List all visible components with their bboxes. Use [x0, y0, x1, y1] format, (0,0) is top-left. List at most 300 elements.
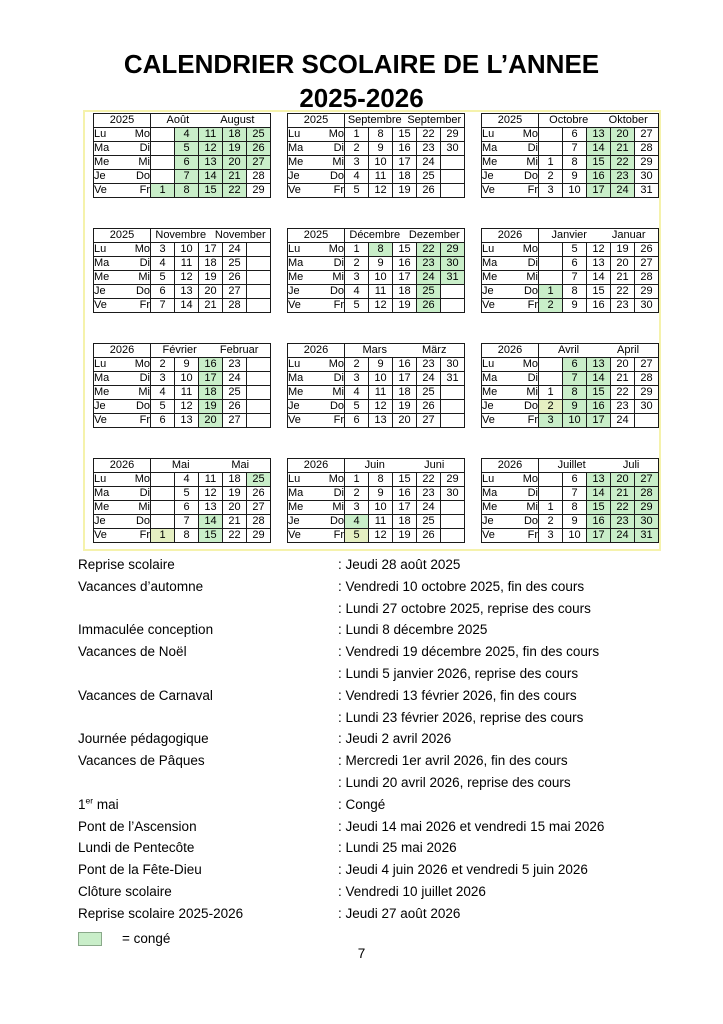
weekday-label: [288, 271, 345, 285]
month-name-fr: Novembre: [155, 229, 207, 241]
date-cell: 22: [223, 529, 247, 543]
date-cell: [441, 515, 465, 529]
weekday-fr: Ve: [482, 414, 495, 426]
holiday-label: Vacances d’automne: [78, 578, 204, 594]
calendar-year: 2026: [482, 229, 539, 243]
date-cell: 19: [393, 184, 417, 198]
date-cell: 15: [587, 156, 611, 170]
weekday-fr: Ma: [288, 372, 304, 384]
calendar-week-row: [94, 515, 271, 529]
calendar-week-row: [288, 358, 465, 372]
calendar-week-row: [94, 170, 271, 184]
weekday-fr: Je: [482, 170, 494, 182]
month-name-de: August: [220, 114, 255, 126]
weekday-label: [482, 386, 539, 400]
weekday-de: Di: [527, 487, 538, 499]
date-cell: 1: [539, 285, 563, 299]
date-cell: 19: [393, 529, 417, 543]
calendar-month-names: [345, 114, 465, 128]
weekday-fr: Ma: [482, 487, 498, 499]
date-cell: 22: [611, 156, 635, 170]
date-cell: 4: [345, 285, 369, 299]
weekday-label: [94, 271, 151, 285]
date-cell: 3: [539, 529, 563, 543]
date-cell: [247, 299, 271, 313]
weekday-de: Mo: [522, 243, 538, 255]
month-calendar: [287, 113, 465, 198]
weekday-fr: Je: [288, 170, 300, 182]
calendar-week-row: [94, 271, 271, 285]
weekday-label: [482, 501, 539, 515]
holiday-value: : Lundi 5 janvier 2026, reprise des cours: [338, 665, 579, 681]
date-cell: 15: [199, 184, 223, 198]
date-cell: 16: [587, 299, 611, 313]
date-cell: 4: [175, 128, 199, 142]
calendar-month-names: [151, 459, 271, 473]
date-cell: 7: [175, 170, 199, 184]
date-cell: 23: [611, 400, 635, 414]
date-cell: 29: [247, 184, 271, 198]
holiday-row: [78, 665, 688, 687]
date-cell: 18: [393, 285, 417, 299]
month-name-de: Juli: [622, 459, 640, 471]
holiday-row: [78, 839, 688, 861]
date-cell: 9: [563, 515, 587, 529]
calendar-week-row: [94, 257, 271, 271]
date-cell: 30: [441, 257, 465, 271]
weekday-fr: Lu: [482, 243, 495, 255]
date-cell: 7: [175, 515, 199, 529]
date-cell: 29: [635, 156, 659, 170]
date-cell: [539, 128, 563, 142]
weekday-fr: Lu: [482, 358, 495, 370]
calendar-month-names: [345, 344, 465, 358]
date-cell: 30: [635, 515, 659, 529]
date-cell: 20: [611, 473, 635, 487]
weekday-de: Mo: [134, 473, 150, 485]
month-name-fr: Mai: [171, 459, 190, 471]
weekday-de: Do: [329, 400, 344, 412]
date-cell: 13: [587, 358, 611, 372]
weekday-label: [482, 400, 539, 414]
weekday-label: [94, 529, 151, 543]
weekday-label: [94, 184, 151, 198]
date-cell: [247, 400, 271, 414]
date-cell: 30: [441, 358, 465, 372]
date-cell: 21: [611, 271, 635, 285]
date-cell: [539, 243, 563, 257]
date-cell: 27: [635, 257, 659, 271]
holiday-label-superscript: er: [85, 795, 94, 806]
date-cell: 15: [393, 243, 417, 257]
date-cell: [441, 400, 465, 414]
weekday-label: [94, 386, 151, 400]
holiday-value: : Lundi 8 décembre 2025: [338, 622, 488, 638]
date-cell: [441, 299, 465, 313]
date-cell: 17: [587, 414, 611, 428]
date-cell: 10: [369, 271, 393, 285]
date-cell: 14: [175, 299, 199, 313]
date-cell: 3: [151, 372, 175, 386]
date-cell: 11: [369, 170, 393, 184]
date-cell: [151, 156, 175, 170]
date-cell: 14: [587, 142, 611, 156]
holiday-value: : Mercredi 1er avril 2026, fin des cours: [338, 753, 568, 769]
month-header-row: [288, 344, 465, 358]
weekday-label: [482, 156, 539, 170]
holiday-value: : Congé: [338, 796, 386, 812]
date-cell: 16: [587, 515, 611, 529]
weekday-fr: Ve: [482, 184, 495, 196]
weekday-label: [482, 243, 539, 257]
weekday-de: Fr: [139, 299, 150, 311]
date-cell: 8: [369, 473, 393, 487]
weekday-label: [288, 156, 345, 170]
date-cell: [247, 386, 271, 400]
holiday-value: : Vendredi 10 octobre 2025, fin des cours: [338, 578, 585, 594]
month-name-fr: Décembre: [349, 229, 401, 241]
date-cell: 13: [199, 156, 223, 170]
date-cell: 9: [369, 358, 393, 372]
date-cell: 2: [539, 400, 563, 414]
weekday-fr: Me: [94, 156, 110, 168]
month-header-row: [94, 344, 271, 358]
date-cell: 2: [345, 257, 369, 271]
weekday-de: Mo: [522, 128, 538, 140]
holiday-row: [78, 643, 688, 665]
calendar-week-row: [482, 358, 659, 372]
date-cell: 17: [587, 184, 611, 198]
date-cell: 6: [151, 285, 175, 299]
weekday-de: Mi: [526, 386, 538, 398]
date-cell: [151, 501, 175, 515]
weekday-label: [288, 529, 345, 543]
page-number: 7: [357, 946, 366, 961]
date-cell: 8: [175, 529, 199, 543]
month-name-de: Oktober: [608, 114, 648, 126]
calendar-week-row: [94, 473, 271, 487]
weekday-label: [482, 529, 539, 543]
calendar-week-row: [288, 170, 465, 184]
month-header-row: [94, 114, 271, 128]
holiday-value: : Vendredi 13 février 2026, fin des cours: [338, 687, 577, 703]
weekday-label: [288, 487, 345, 501]
weekday-de: Mi: [526, 501, 538, 513]
date-cell: 24: [417, 156, 441, 170]
calendar-week-row: [288, 285, 465, 299]
date-cell: 7: [151, 299, 175, 313]
calendar-week-row: [288, 414, 465, 428]
date-cell: 6: [563, 473, 587, 487]
calendar-week-row: [482, 243, 659, 257]
calendar-week-row: [482, 128, 659, 142]
weekday-label: [288, 257, 345, 271]
date-cell: 21: [611, 487, 635, 501]
weekday-label: [482, 473, 539, 487]
weekday-fr: Je: [288, 400, 300, 412]
date-cell: 30: [635, 299, 659, 313]
date-cell: 23: [417, 358, 441, 372]
weekday-fr: Ve: [94, 414, 107, 426]
month-header-row: [288, 114, 465, 128]
holiday-value: : Vendredi 19 décembre 2025, fin des cours: [338, 644, 600, 660]
date-cell: 1: [345, 473, 369, 487]
date-cell: 19: [611, 243, 635, 257]
calendar-week-row: [94, 372, 271, 386]
holiday-value: : Jeudi 27 août 2026: [338, 905, 461, 921]
weekday-de: Di: [139, 372, 150, 384]
weekday-fr: Lu: [288, 128, 301, 140]
holiday-value: : Lundi 27 octobre 2025, reprise des cours: [338, 600, 591, 616]
date-cell: [441, 156, 465, 170]
calendar-week-row: [482, 501, 659, 515]
date-cell: [151, 515, 175, 529]
calendar-week-row: [288, 473, 465, 487]
date-cell: 11: [175, 257, 199, 271]
date-cell: 20: [199, 414, 223, 428]
date-cell: [441, 501, 465, 515]
date-cell: 12: [369, 400, 393, 414]
weekday-de: Mo: [134, 128, 150, 140]
calendar-year: 2026: [288, 344, 345, 358]
date-cell: 20: [223, 501, 247, 515]
month-name-de: Juni: [424, 459, 445, 471]
weekday-de: Do: [523, 285, 538, 297]
calendar-year: 2026: [94, 344, 151, 358]
weekday-fr: Je: [94, 170, 106, 182]
date-cell: 1: [539, 156, 563, 170]
month-calendar: [481, 458, 659, 543]
weekday-label: [288, 243, 345, 257]
date-cell: 18: [393, 386, 417, 400]
date-cell: 11: [199, 473, 223, 487]
weekday-label: [288, 170, 345, 184]
calendar-year: 2026: [94, 459, 151, 473]
date-cell: 28: [635, 271, 659, 285]
weekday-de: Fr: [333, 299, 344, 311]
weekday-fr: Ve: [94, 529, 107, 541]
date-cell: 14: [199, 170, 223, 184]
weekday-label: [288, 128, 345, 142]
date-cell: 20: [199, 285, 223, 299]
date-cell: 25: [417, 170, 441, 184]
date-cell: 17: [393, 271, 417, 285]
legend-holiday-swatch: [78, 932, 102, 946]
holiday-label: Immaculée conception: [78, 622, 214, 638]
weekday-fr: Lu: [94, 473, 107, 485]
date-cell: 15: [587, 386, 611, 400]
calendar-week-row: [94, 501, 271, 515]
date-cell: 25: [247, 128, 271, 142]
weekday-de: Do: [135, 170, 150, 182]
date-cell: 8: [563, 156, 587, 170]
date-cell: 23: [223, 358, 247, 372]
holiday-label: Lundi de Pentecôte: [78, 840, 195, 856]
weekday-label: [94, 285, 151, 299]
weekday-fr: Ve: [288, 414, 301, 426]
calendar-week-row: [482, 156, 659, 170]
date-cell: 1: [345, 243, 369, 257]
calendar-week-row: [94, 386, 271, 400]
date-cell: 19: [223, 142, 247, 156]
date-cell: 1: [539, 501, 563, 515]
date-cell: 6: [175, 156, 199, 170]
holiday-row: [78, 905, 688, 927]
weekday-de: Fr: [139, 529, 150, 541]
date-cell: 16: [393, 257, 417, 271]
weekday-fr: Lu: [482, 473, 495, 485]
weekday-de: Mi: [526, 156, 538, 168]
month-name-fr: Juin: [364, 459, 385, 471]
weekday-de: Fr: [139, 184, 150, 196]
weekday-label: [94, 142, 151, 156]
date-cell: [441, 170, 465, 184]
date-cell: 8: [563, 285, 587, 299]
date-cell: 8: [563, 386, 587, 400]
month-calendar: [93, 343, 271, 428]
month-calendar: [287, 228, 465, 313]
date-cell: 20: [393, 414, 417, 428]
month-name-de: November: [214, 229, 266, 241]
calendar-week-row: [288, 271, 465, 285]
date-cell: 10: [369, 501, 393, 515]
date-cell: 27: [247, 156, 271, 170]
weekday-fr: Je: [482, 285, 494, 297]
date-cell: 11: [369, 515, 393, 529]
date-cell: 18: [199, 386, 223, 400]
date-cell: 11: [199, 128, 223, 142]
weekday-label: [94, 243, 151, 257]
weekday-fr: Ve: [482, 299, 495, 311]
date-cell: 27: [417, 414, 441, 428]
date-cell: 23: [417, 487, 441, 501]
holiday-label: Vacances de Pâques: [78, 753, 205, 769]
weekday-fr: Ve: [94, 299, 107, 311]
calendar-year: 2025: [482, 114, 539, 128]
calendar-year: 2025: [94, 229, 151, 243]
date-cell: 23: [611, 170, 635, 184]
calendar-week-row: [482, 473, 659, 487]
date-cell: 4: [151, 386, 175, 400]
page-title-line-1: CALENDRIER SCOLAIRE DE L’ANNEE: [123, 49, 600, 79]
weekday-de: Do: [523, 515, 538, 527]
weekday-label: [482, 299, 539, 313]
calendar-week-row: [288, 142, 465, 156]
month-name-fr: Octobre: [549, 114, 589, 126]
calendar-week-row: [288, 515, 465, 529]
date-cell: 7: [563, 142, 587, 156]
calendar-week-row: [288, 386, 465, 400]
calendar-week-row: [94, 243, 271, 257]
date-cell: 5: [345, 400, 369, 414]
weekday-label: [288, 299, 345, 313]
date-cell: 29: [441, 473, 465, 487]
weekday-label: [288, 142, 345, 156]
weekday-de: Mi: [526, 271, 538, 283]
date-cell: 13: [369, 414, 393, 428]
calendar-month-names: [539, 344, 659, 358]
date-cell: 29: [441, 128, 465, 142]
date-cell: 16: [587, 170, 611, 184]
date-cell: 1: [151, 184, 175, 198]
holiday-label: Vacances de Noël: [78, 644, 187, 660]
date-cell: 17: [393, 372, 417, 386]
weekday-label: [94, 299, 151, 313]
date-cell: 13: [175, 414, 199, 428]
weekday-label: [482, 414, 539, 428]
calendar-week-row: [94, 142, 271, 156]
date-cell: [539, 358, 563, 372]
date-cell: 6: [345, 414, 369, 428]
weekday-label: [94, 414, 151, 428]
weekday-fr: Je: [482, 400, 494, 412]
date-cell: 23: [611, 299, 635, 313]
date-cell: 11: [369, 386, 393, 400]
date-cell: 20: [611, 358, 635, 372]
weekday-label: [482, 271, 539, 285]
weekday-label: [288, 285, 345, 299]
date-cell: 13: [587, 473, 611, 487]
holiday-label: Clôture scolaire: [78, 883, 172, 899]
calendar-week-row: [288, 243, 465, 257]
date-cell: 22: [611, 501, 635, 515]
date-cell: 2: [539, 170, 563, 184]
holiday-row: [78, 752, 688, 774]
date-cell: 20: [223, 156, 247, 170]
holiday-label: Reprise scolaire 2025-2026: [78, 905, 244, 921]
date-cell: [441, 529, 465, 543]
weekday-de: Mo: [522, 358, 538, 370]
calendar-week-row: [482, 184, 659, 198]
weekday-fr: Me: [288, 271, 304, 283]
weekday-fr: Me: [482, 271, 498, 283]
calendar-week-row: [94, 400, 271, 414]
calendar-week-row: [94, 358, 271, 372]
weekday-de: Do: [135, 515, 150, 527]
date-cell: 6: [563, 128, 587, 142]
weekday-de: Mo: [328, 358, 344, 370]
holiday-row: [78, 621, 688, 643]
legend-label: = congé: [122, 931, 171, 947]
holiday-label: Pont de l’Ascension: [78, 818, 197, 834]
date-cell: [539, 487, 563, 501]
date-cell: 30: [635, 170, 659, 184]
weekday-label: [94, 170, 151, 184]
date-cell: 10: [369, 156, 393, 170]
weekday-fr: Ma: [94, 372, 110, 384]
date-cell: 12: [587, 243, 611, 257]
date-cell: 6: [563, 257, 587, 271]
date-cell: 2: [151, 358, 175, 372]
date-cell: 9: [563, 400, 587, 414]
date-cell: 18: [223, 128, 247, 142]
month-name-de: Januar: [611, 229, 646, 241]
weekday-de: Mi: [332, 271, 344, 283]
weekday-fr: Je: [94, 515, 106, 527]
date-cell: 14: [587, 372, 611, 386]
weekday-label: [94, 473, 151, 487]
month-name-fr: Août: [166, 114, 190, 126]
weekday-label: [482, 184, 539, 198]
weekday-de: Di: [527, 372, 538, 384]
date-cell: 3: [539, 184, 563, 198]
weekday-de: Di: [527, 142, 538, 154]
weekday-fr: Ma: [482, 142, 498, 154]
date-cell: 27: [635, 473, 659, 487]
weekday-label: [288, 386, 345, 400]
weekday-fr: Ma: [94, 142, 110, 154]
date-cell: 26: [417, 400, 441, 414]
